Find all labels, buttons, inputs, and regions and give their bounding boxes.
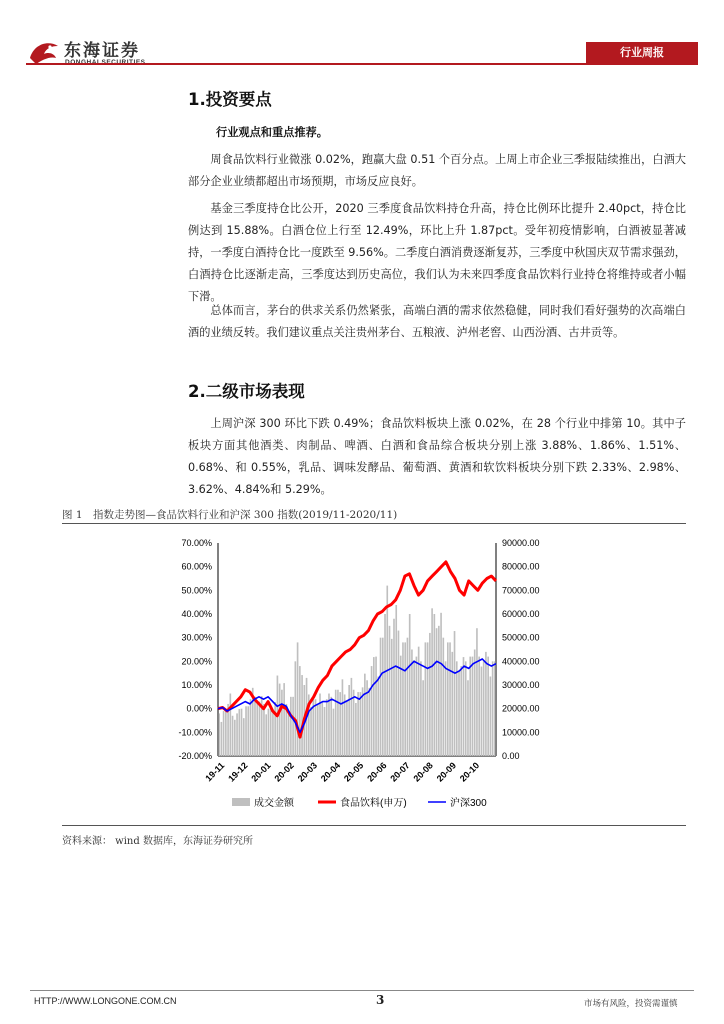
index-trend-chart (62, 524, 686, 824)
turnover-bar (454, 631, 456, 756)
turnover-bar (404, 642, 406, 756)
x-tick-label: 19-12 (226, 760, 250, 784)
turnover-bar (241, 709, 243, 756)
turnover-bar (487, 657, 489, 756)
turnover-bar (321, 702, 323, 756)
turnover-bar (218, 713, 220, 756)
turnover-bar (469, 657, 471, 756)
turnover-bar (263, 704, 265, 756)
section-title-2: 2.二级市场表现 (188, 382, 305, 401)
x-tick-label: 20-06 (365, 760, 389, 784)
turnover-bar (478, 657, 480, 756)
turnover-bar (434, 614, 436, 756)
turnover-bar (256, 703, 258, 756)
paragraph-1: 周食品饮料行业微涨 0.02%，跑赢大盘 0.51 个百分点。上周上市企业三季报陆续推出，白酒大部分企业业绩都超出市场预期，市场反应良好。 (188, 153, 686, 188)
y-left-tick-label: -20.00% (178, 751, 212, 761)
turnover-bar (299, 666, 301, 756)
y-left-tick-label: 70.00% (181, 538, 212, 548)
y-left-tick-label: 10.00% (181, 680, 212, 690)
turnover-bar (238, 709, 240, 756)
turnover-bar (481, 667, 483, 756)
turnover-bar (339, 692, 341, 756)
turnover-bar (407, 638, 409, 756)
report-type-tag: 行业周报 (586, 42, 698, 64)
turnover-bar (292, 697, 294, 756)
x-tick-label: 20-03 (295, 760, 320, 784)
turnover-bar (492, 661, 494, 756)
turnover-bar (377, 676, 379, 756)
turnover-bar (458, 671, 460, 756)
turnover-bar (342, 679, 344, 756)
turnover-bar (326, 699, 328, 756)
turnover-bar (398, 631, 400, 756)
turnover-bar (389, 626, 391, 756)
y-right-tick-label: 0.00 (502, 751, 520, 761)
turnover-bar (328, 694, 330, 756)
x-tick-label: 20-07 (388, 760, 412, 784)
y-left-tick-label: 40.00% (181, 609, 212, 619)
turnover-bar (230, 694, 232, 756)
x-tick-label: 20-09 (434, 760, 459, 784)
turnover-bar (297, 642, 299, 756)
y-right-tick-label: 30000.00 (502, 680, 540, 690)
y-right-tick-label: 70000.00 (502, 585, 540, 596)
page-number: 3 (376, 993, 385, 1007)
turnover-bar (438, 626, 440, 756)
turnover-bar (225, 711, 227, 756)
turnover-bar (364, 674, 366, 756)
turnover-bar (391, 639, 393, 756)
section-subheading: 行业观点和重点推荐。 (216, 126, 328, 139)
y-right-tick-label: 90000.00 (502, 538, 540, 548)
turnover-bar (330, 697, 332, 756)
turnover-bar (324, 707, 326, 756)
turnover-bar (445, 661, 447, 756)
turnover-bar (360, 692, 362, 756)
turnover-bar (288, 714, 290, 756)
x-tick-label: 20-02 (272, 760, 296, 784)
y-right-tick-label: 20000.00 (502, 703, 540, 714)
y-left-tick-label: 60.00% (181, 561, 212, 572)
turnover-bar (221, 722, 223, 756)
turnover-bar (351, 678, 353, 756)
turnover-bar (369, 688, 371, 756)
turnover-bar (353, 690, 355, 756)
paragraph-3: 总体而言，茅台的供求关系仍然紧张，高端白酒的需求依然稳健，同时我们看好强势的次高端白酒的业绩反转。我们建议重点关注贵州茅台、五粮液、泸州老窖、山西汾酒、古井贡等。 (188, 304, 686, 339)
turnover-bar (483, 661, 485, 756)
turnover-bar (449, 642, 451, 756)
paragraph-4: 上周沪深 300 环比下跌 0.49%；食品饮料板块上涨 0.02%，在 28 个行业中排第 10。其中子板块方面其他酒类、肉制品、啤酒、白酒和食品综合板块分别上涨 3.88%、1.86%、1.51%、0.68%、和 0.55%，乳品、调味发酵品、葡萄酒、黄酒和软饮料板块分别下跌 2.33%、2.98%、3.62%、4.84%和 5.29%。 (188, 417, 686, 496)
turnover-bar (283, 683, 285, 756)
turnover-bar (274, 702, 276, 756)
y-right-tick-label: 10000.00 (502, 727, 540, 738)
turnover-bar (348, 685, 350, 756)
turnover-bar (223, 711, 225, 756)
turnover-bar (456, 661, 458, 756)
section-title-1: 1.投资要点 (188, 90, 272, 109)
turnover-bar (254, 697, 256, 756)
y-right-tick-label: 50000.00 (502, 632, 540, 643)
company-name-cn: 东海证券 (64, 41, 140, 61)
turnover-bar (268, 709, 270, 756)
y-right-tick-label: 80000.00 (502, 561, 540, 572)
turnover-bar (467, 680, 469, 756)
turnover-bar (465, 661, 467, 756)
turnover-bar (413, 660, 415, 756)
turnover-bar (337, 690, 339, 756)
turnover-bar (425, 642, 427, 756)
turnover-bar (429, 633, 431, 756)
turnover-bar (490, 676, 492, 756)
turnover-bar (402, 642, 404, 756)
turnover-bar (436, 628, 438, 756)
turnover-bar (395, 605, 397, 756)
turnover-bar (317, 704, 319, 756)
legend-label: 成交金额 (254, 798, 294, 809)
turnover-bar (442, 638, 444, 756)
figure-caption: 图 1 指数走势图—食品饮料行业和沪深 300 指数(2019/11-2020/11) (62, 509, 398, 521)
turnover-bar (463, 657, 465, 756)
figure-source: 资料来源： wind 数据库，东海证券研究所 (62, 836, 253, 847)
turnover-bar (301, 675, 303, 756)
x-tick-label: 20-08 (411, 760, 435, 784)
turnover-bar (485, 652, 487, 756)
turnover-bar (411, 650, 413, 757)
turnover-bar (420, 661, 422, 756)
figure-bottom-rule (62, 825, 686, 826)
turnover-bar (247, 706, 249, 756)
turnover-bar (440, 613, 442, 756)
turnover-bar (476, 628, 478, 756)
turnover-bar (373, 657, 375, 756)
turnover-bar (315, 699, 317, 756)
turnover-bar (310, 707, 312, 756)
x-tick-label: 20-10 (457, 760, 482, 784)
y-left-tick-label: 30.00% (181, 632, 212, 643)
risk-disclaimer: 市场有风险，投资需谨慎 (584, 999, 678, 1009)
turnover-bar (265, 714, 267, 756)
y-left-tick-label: 0.00% (186, 703, 212, 714)
turnover-bar (295, 661, 297, 756)
footer-website-link[interactable]: HTTP://WWW.LONGONE.COM.CN (34, 996, 177, 1006)
turnover-bar (409, 614, 411, 756)
turnover-bar (357, 692, 359, 756)
y-left-tick-label: -10.00% (178, 727, 212, 738)
turnover-bar (259, 702, 261, 756)
turnover-bar (427, 642, 429, 756)
x-tick-label: 20-01 (249, 760, 273, 784)
turnover-bar (355, 703, 357, 756)
turnover-bar (362, 687, 364, 756)
turnover-bar (279, 684, 281, 756)
turnover-bar (232, 716, 234, 756)
turnover-bar (393, 619, 395, 756)
turnover-bar (272, 711, 274, 756)
turnover-bar (447, 642, 449, 756)
turnover-bar (416, 657, 418, 756)
turnover-bar (245, 706, 247, 756)
footer-rule (30, 990, 694, 991)
turnover-bar (281, 690, 283, 756)
turnover-bar (431, 608, 433, 756)
turnover-bar (250, 699, 252, 756)
x-tick-label: 20-05 (342, 760, 366, 784)
turnover-bar (335, 690, 337, 756)
turnover-bar (333, 709, 335, 756)
y-left-tick-label: 50.00% (181, 585, 212, 596)
y-right-tick-label: 60000.00 (502, 609, 540, 619)
turnover-bar (451, 652, 453, 756)
turnover-bar (344, 694, 346, 756)
y-left-tick-label: 20.00% (181, 656, 212, 667)
turnover-bar (236, 713, 238, 756)
paragraph-2: 基金三季度持仓比公开，2020 三季度食品饮料持仓升高，持仓比例环比提升 2.40pct，持仓比例达到 15.88%。白酒仓位上行至 12.49%，环比上升 1.87pct。受年初疫情影响，白酒被显著减持，一季度白酒持仓比一度跌至 9.56%。二季度白酒消费逐渐复苏，三季度中秋国庆双节需求强劲，白酒持仓比逐渐走高，三季度达到历史高位，我们认为未来四季度食品饮料行业持仓将维持或者小幅下滑。 (188, 202, 686, 303)
turnover-bar (234, 720, 236, 756)
turnover-bar (400, 656, 402, 756)
turnover-bar (375, 657, 377, 756)
turnover-bar (371, 666, 373, 756)
turnover-bar (494, 661, 496, 756)
turnover-bar (474, 650, 476, 757)
legend-label: 食品饮料(申万) (340, 798, 407, 809)
legend-swatch-turnover (232, 798, 250, 806)
turnover-bar (270, 709, 272, 756)
turnover-bar (243, 718, 245, 756)
turnover-bar (460, 666, 462, 756)
turnover-bar (380, 638, 382, 756)
legend-label: 沪深300 (450, 798, 487, 809)
turnover-bar (382, 638, 384, 756)
turnover-bar (422, 680, 424, 756)
y-right-tick-label: 40000.00 (502, 656, 540, 667)
turnover-bar (472, 657, 474, 756)
turnover-bar (384, 614, 386, 756)
turnover-bar (290, 697, 292, 756)
turnover-bar (346, 701, 348, 756)
x-tick-label: 20-04 (318, 760, 343, 784)
x-tick-label: 19-11 (203, 760, 227, 784)
